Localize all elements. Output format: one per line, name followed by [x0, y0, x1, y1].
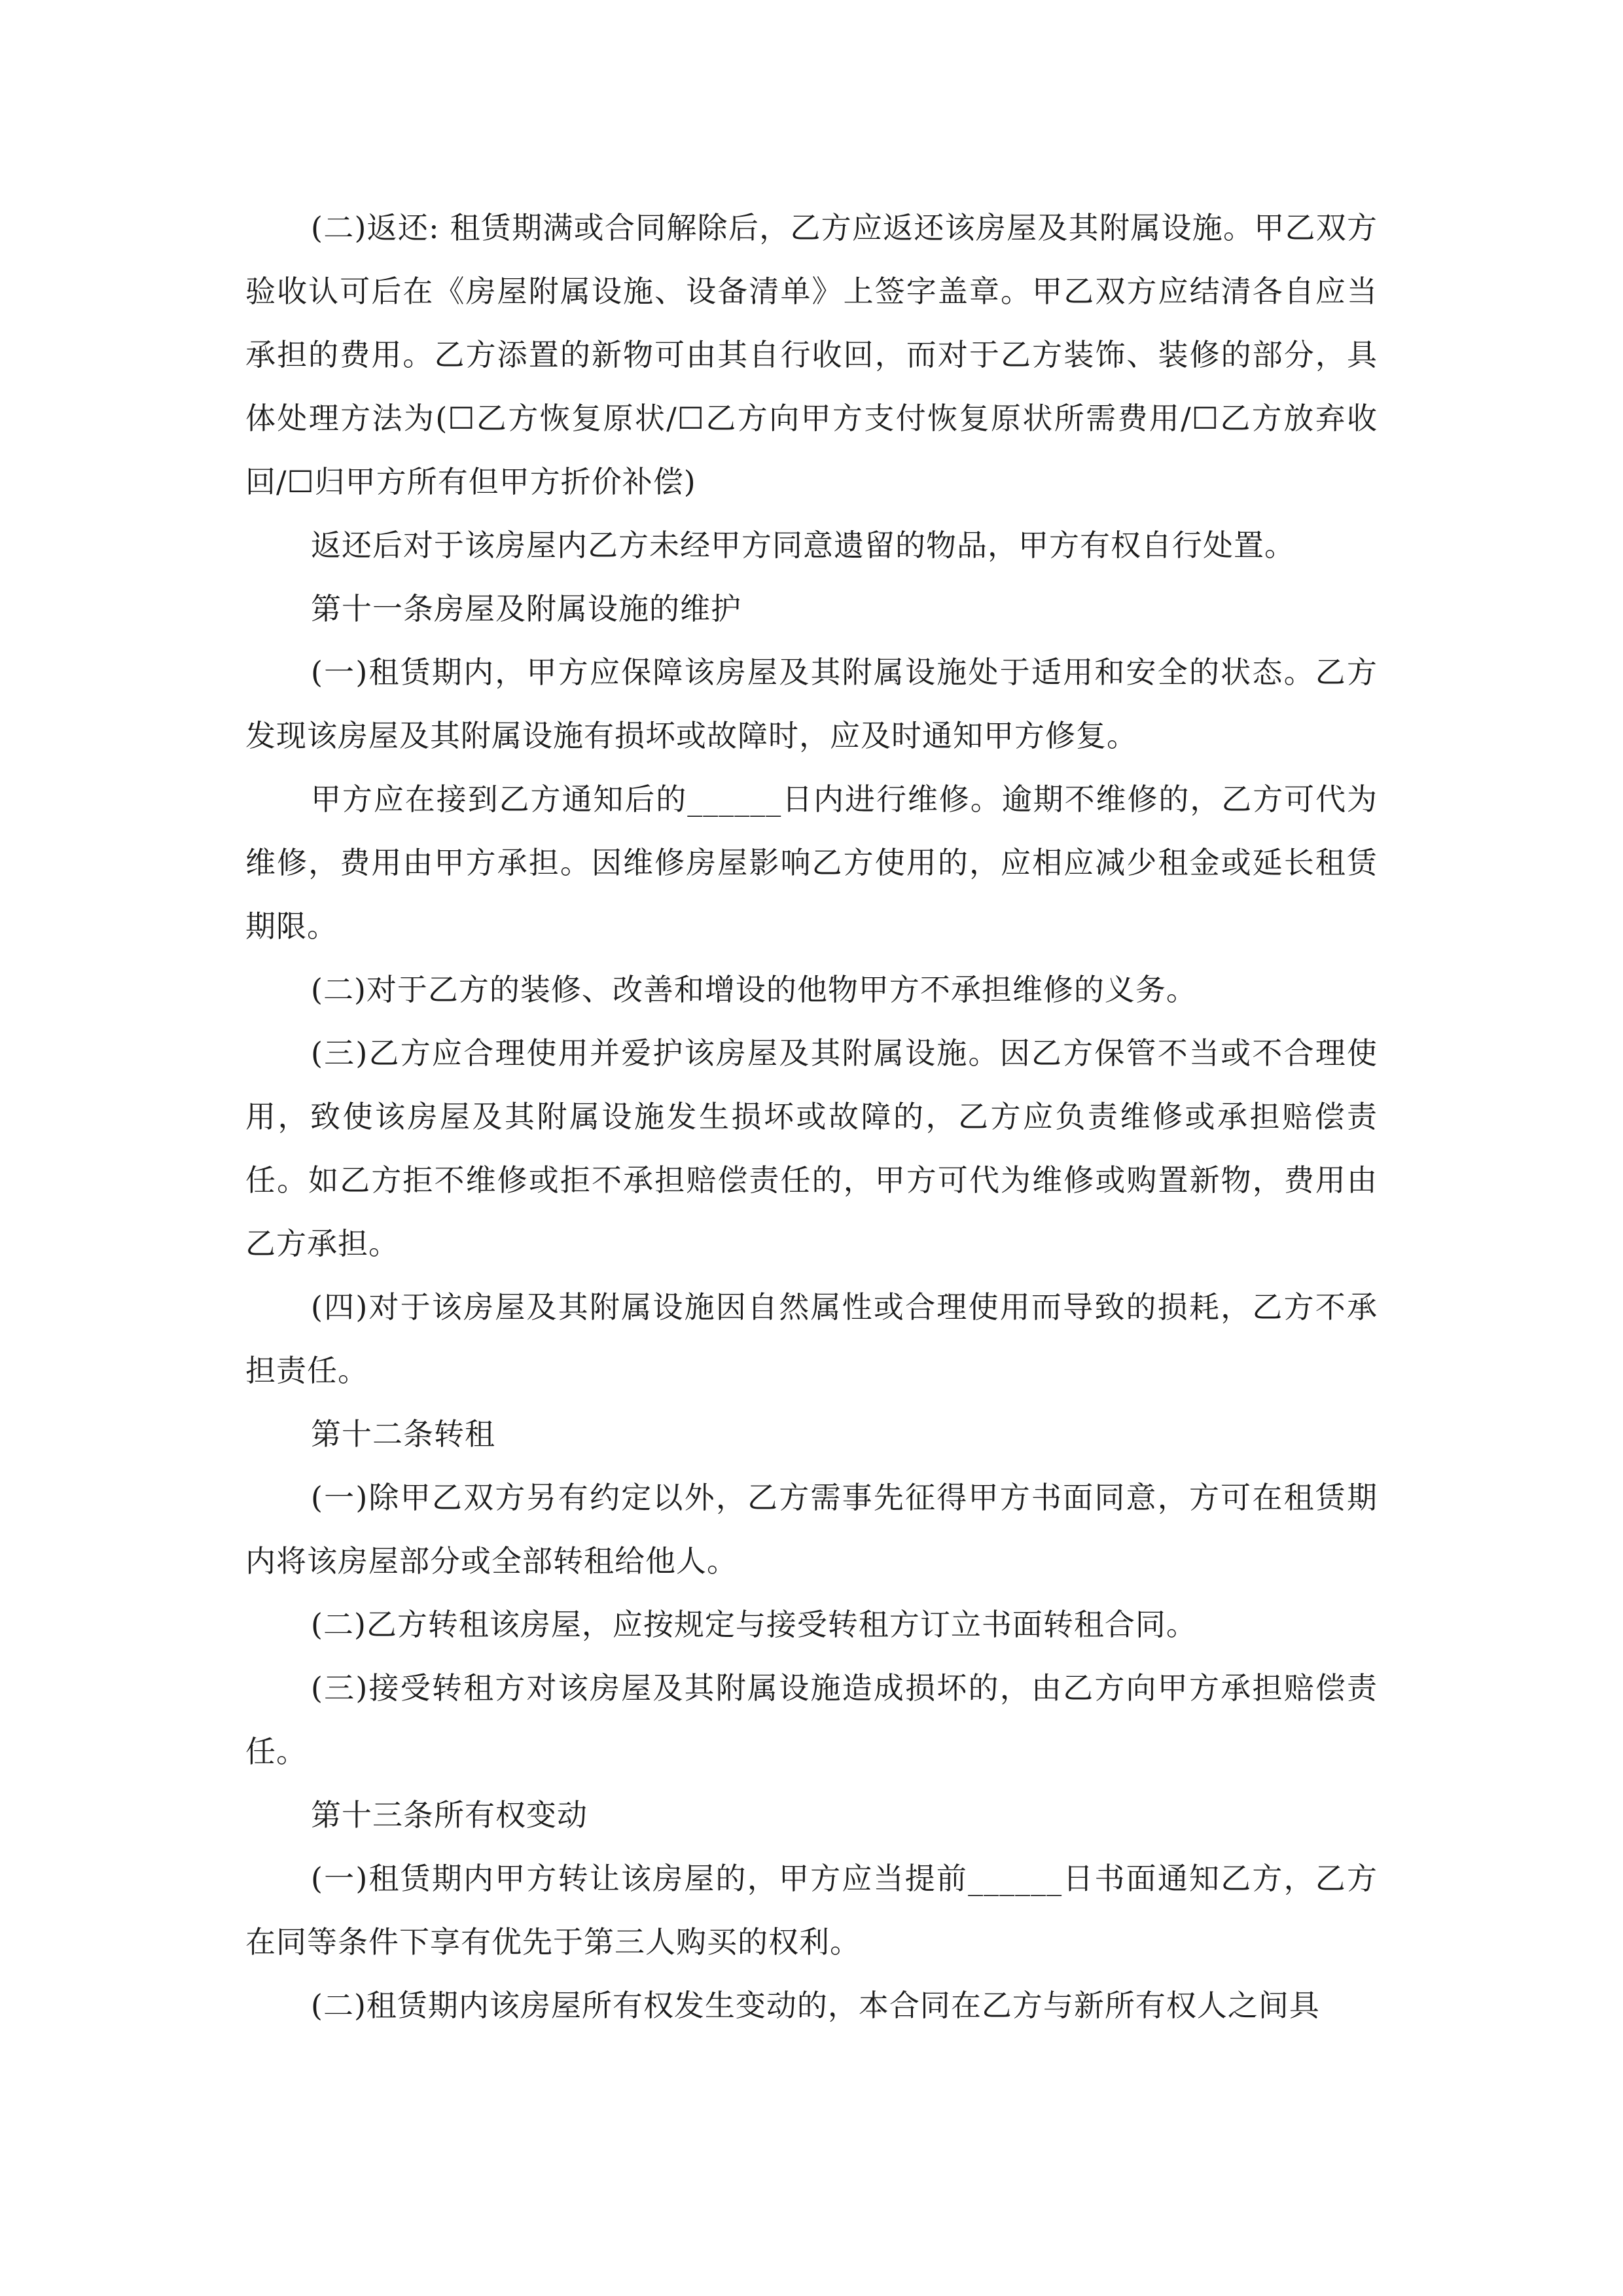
- heading-article-12: 第十二条转租: [311, 1416, 495, 1452]
- paragraph-sublet-2: (二)乙方转租该房屋，应按规定与接受转租方订立书面转租合同。: [311, 1607, 1197, 1642]
- paragraph-maintenance-2: (二)对于乙方的装修、改善和增设的他物甲方不承担维修的义务。: [311, 972, 1197, 1007]
- paragraph-repair-deadline: 甲方应在接到乙方通知后的______日内进行维修。逾期不维修的，乙方可代为维修，费用由甲方承担。因维修房屋影响乙方使用的，应相应减少租金或延长租赁期限。: [245, 781, 1378, 944]
- heading-article-13: 第十三条所有权变动: [311, 1797, 588, 1833]
- paragraph-maintenance-3: (三)乙方应合理使用并爱护该房屋及其附属设施。因乙方保管不当或不合理使用，致使该房屋及其附属设施发生损坏或故障的，乙方应负责维修或承担赔偿责任。如乙方拒不维修或拒不承担赔偿责任的，甲方可代为维修或购置新物，费用由乙方承担。: [245, 1035, 1378, 1261]
- document-page: [245, 196, 1378, 2037]
- heading-article-11: 第十一条房屋及附属设施的维护: [311, 591, 741, 626]
- paragraph-maintenance-4: (四)对于该房屋及其附属设施因自然属性或合理使用而导致的损耗，乙方不承担责任。: [245, 1289, 1378, 1388]
- paragraph-maintenance-1: (一)租赁期内，甲方应保障该房屋及其附属设施处于适用和安全的状态。乙方发现该房屋及其附属设施有损坏或故障时，应及时通知甲方修复。: [245, 655, 1378, 753]
- paragraph-return-clause: (二)返还: 租赁期满或合同解除后，乙方应返还该房屋及其附属设施。甲乙双方验收认可后在《房屋附属设施、设备清单》上签字盖章。甲乙双方应结清各自应当承担的费用。乙方添置的新物可由其自行收回，而对于乙方装饰、装修的部分，具体处理方法为(☐乙方恢复原状/☐乙方向甲方支付恢复原状所需费用/☐乙方放弃收回/☐归甲方所有但甲方折价补偿): [245, 210, 1378, 499]
- paragraph-left-items: 返还后对于该房屋内乙方未经甲方同意遗留的物品，甲方有权自行处置。: [311, 528, 1295, 563]
- paragraph-sublet-3: (三)接受转租方对该房屋及其附属设施造成损坏的，由乙方向甲方承担赔偿责任。: [245, 1670, 1378, 1769]
- paragraph-sublet-1: (一)除甲乙双方另有约定以外，乙方需事先征得甲方书面同意，方可在租赁期内将该房屋部分或全部转租给他人。: [245, 1480, 1378, 1579]
- paragraph-ownership-2: (二)租赁期内该房屋所有权发生变动的，本合同在乙方与新所有权人之间具: [311, 1988, 1320, 2023]
- paragraph-ownership-1: (一)租赁期内甲方转让该房屋的，甲方应当提前______日书面通知乙方，乙方在同等条件下享有优先于第三人购买的权利。: [245, 1861, 1378, 1960]
